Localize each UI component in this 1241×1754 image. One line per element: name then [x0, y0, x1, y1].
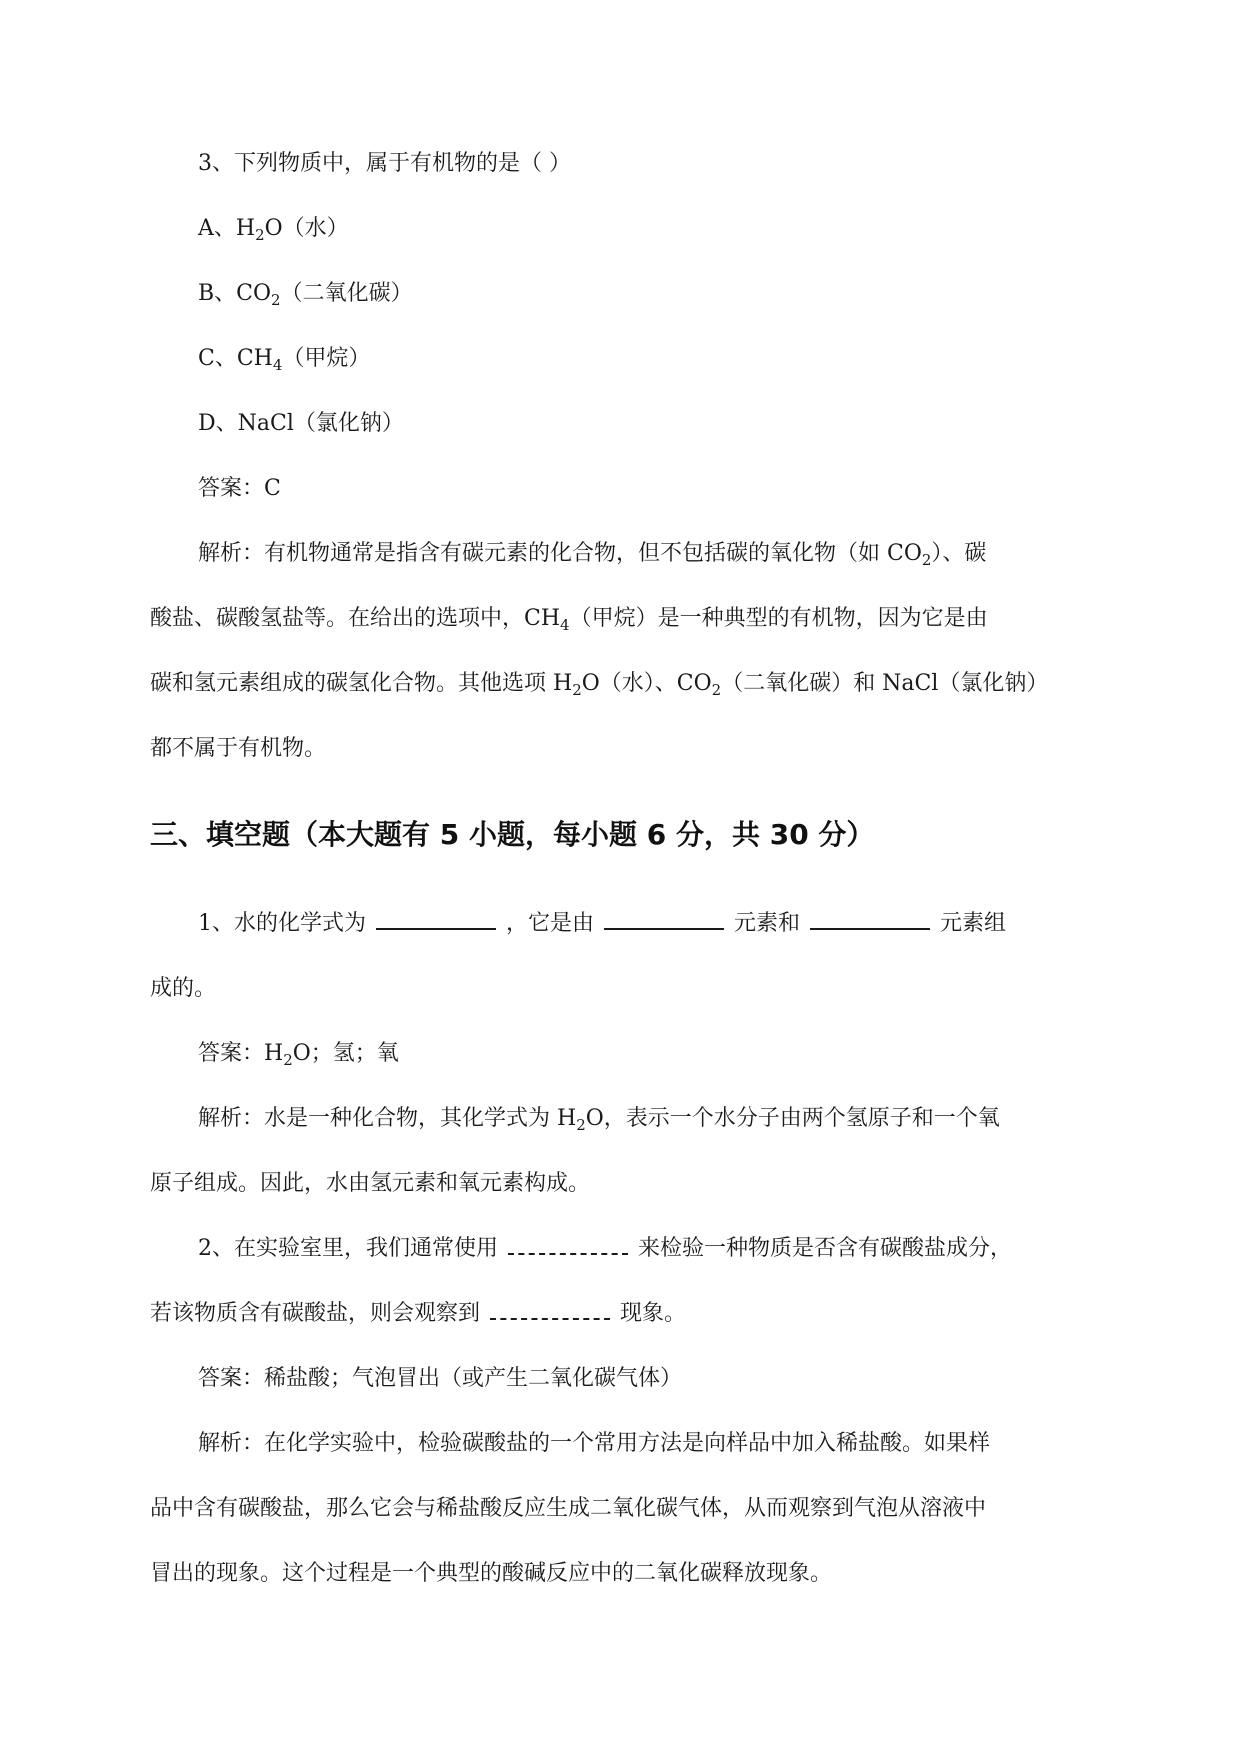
fill1-text: 元素和 — [734, 911, 801, 936]
answer-blank[interactable] — [604, 908, 724, 930]
q3-analysis-text: 解析：有机物通常是指含有碳元素的化合物，但不包括碳的氧化物（如 CO — [198, 541, 922, 566]
q3-analysis-sub: 2 — [711, 681, 722, 699]
fill1-answer-sub: 2 — [283, 1051, 293, 1069]
option-d-prefix: D、NaCl（氯化钠） — [198, 411, 404, 436]
q3-analysis-line-1 — [198, 538, 986, 570]
fill1-answer — [198, 1038, 399, 1070]
fill2-text: 若该物质含有碳酸盐，则会观察到 — [150, 1301, 481, 1326]
answer-blank[interactable] — [376, 908, 496, 930]
q3-analysis-line-2 — [150, 603, 988, 635]
fill-question-1-line-2: 成的。 — [150, 976, 217, 1001]
fill-question-1 — [198, 908, 1006, 940]
option-a-sub: 2 — [255, 226, 265, 244]
fill2-analysis-line-2: 品中含有碳酸盐，那么它会与稀盐酸反应生成二氧化碳气体，从而观察到气泡从溶液中 — [150, 1496, 987, 1521]
fill1-text: 元素组 — [940, 911, 1007, 936]
q3-analysis-text: O（水）、CO — [581, 671, 712, 696]
option-a-prefix: A、H — [198, 216, 256, 241]
option-b — [198, 278, 413, 310]
q3-analysis-text: ）、碳 — [931, 541, 987, 566]
section-heading: 三、填空题（本大题有 5 小题，每小题 6 分，共 30 分） — [150, 818, 875, 851]
fill-question-2-line-2 — [150, 1298, 686, 1330]
option-b-sub: 2 — [271, 291, 281, 309]
q3-analysis-text: （二氧化碳）和 NaCl（氯化钠） — [721, 671, 1049, 696]
answer-blank[interactable] — [508, 1233, 628, 1255]
fill1-analysis-sub: 2 — [576, 1116, 586, 1134]
fill1-answer-text: 答案：H — [198, 1041, 284, 1066]
fill1-text: 1、水的化学式为 — [198, 911, 366, 936]
question-3: 3、下列物质中，属于有机物的是（ ） — [198, 151, 571, 176]
fill1-analysis-line-1 — [198, 1103, 1000, 1135]
fill2-text: 现象。 — [620, 1301, 687, 1326]
option-c-sub: 4 — [272, 356, 283, 374]
fill1-analysis-text: 解析：水是一种化合物，其化学式为 H — [198, 1106, 577, 1131]
q3-analysis-text: 碳和氢元素组成的碳氢化合物。其他选项 H — [150, 671, 573, 696]
q3-analysis-sub: 2 — [921, 551, 932, 569]
option-a-suffix: O（水） — [264, 216, 349, 241]
answer-blank[interactable] — [810, 908, 930, 930]
fill2-answer: 答案：稀盐酸；气泡冒出（或产生二氧化碳气体） — [198, 1366, 683, 1391]
fill-question-2 — [198, 1233, 1012, 1265]
q3-analysis-text: （甲烷）是一种典型的有机物，因为它是由 — [569, 606, 988, 631]
q3-analysis-sub: 4 — [560, 616, 570, 634]
option-c-prefix: C、CH — [198, 346, 273, 371]
fill2-text: 2、在实验室里，我们通常使用 — [198, 1236, 498, 1261]
q3-analysis-line-4: 都不属于有机物。 — [150, 736, 327, 761]
fill1-answer-text: O；氢；氧 — [292, 1041, 399, 1066]
q3-analysis-line-3 — [150, 668, 1048, 700]
option-c-suffix: （甲烷） — [282, 346, 371, 371]
q3-analysis-sub: 2 — [572, 681, 582, 699]
fill1-text: ，它是由 — [506, 911, 595, 936]
option-b-suffix: （二氧化碳） — [280, 281, 413, 306]
fill2-text: 来检验一种物质是否含有碳酸盐成分， — [638, 1236, 1013, 1261]
q3-answer: 答案：C — [198, 476, 281, 501]
answer-blank[interactable] — [490, 1298, 610, 1320]
option-a — [198, 213, 349, 245]
fill2-analysis-line-1: 解析：在化学实验中，检验碳酸盐的一个常用方法是向样品中加入稀盐酸。如果样 — [198, 1431, 991, 1456]
option-d — [198, 408, 404, 440]
fill2-analysis-line-3: 冒出的现象。这个过程是一个典型的酸碱反应中的二氧化碳释放现象。 — [150, 1561, 833, 1586]
option-c — [198, 343, 370, 375]
fill1-analysis-text: O，表示一个水分子由两个氢原子和一个氧 — [585, 1106, 1000, 1131]
option-b-prefix: B、CO — [198, 281, 272, 306]
fill1-analysis-line-2: 原子组成。因此，水由氢元素和氧元素构成。 — [150, 1171, 591, 1196]
q3-analysis-text: 酸盐、碳酸氢盐等。在给出的选项中，CH — [150, 606, 561, 631]
